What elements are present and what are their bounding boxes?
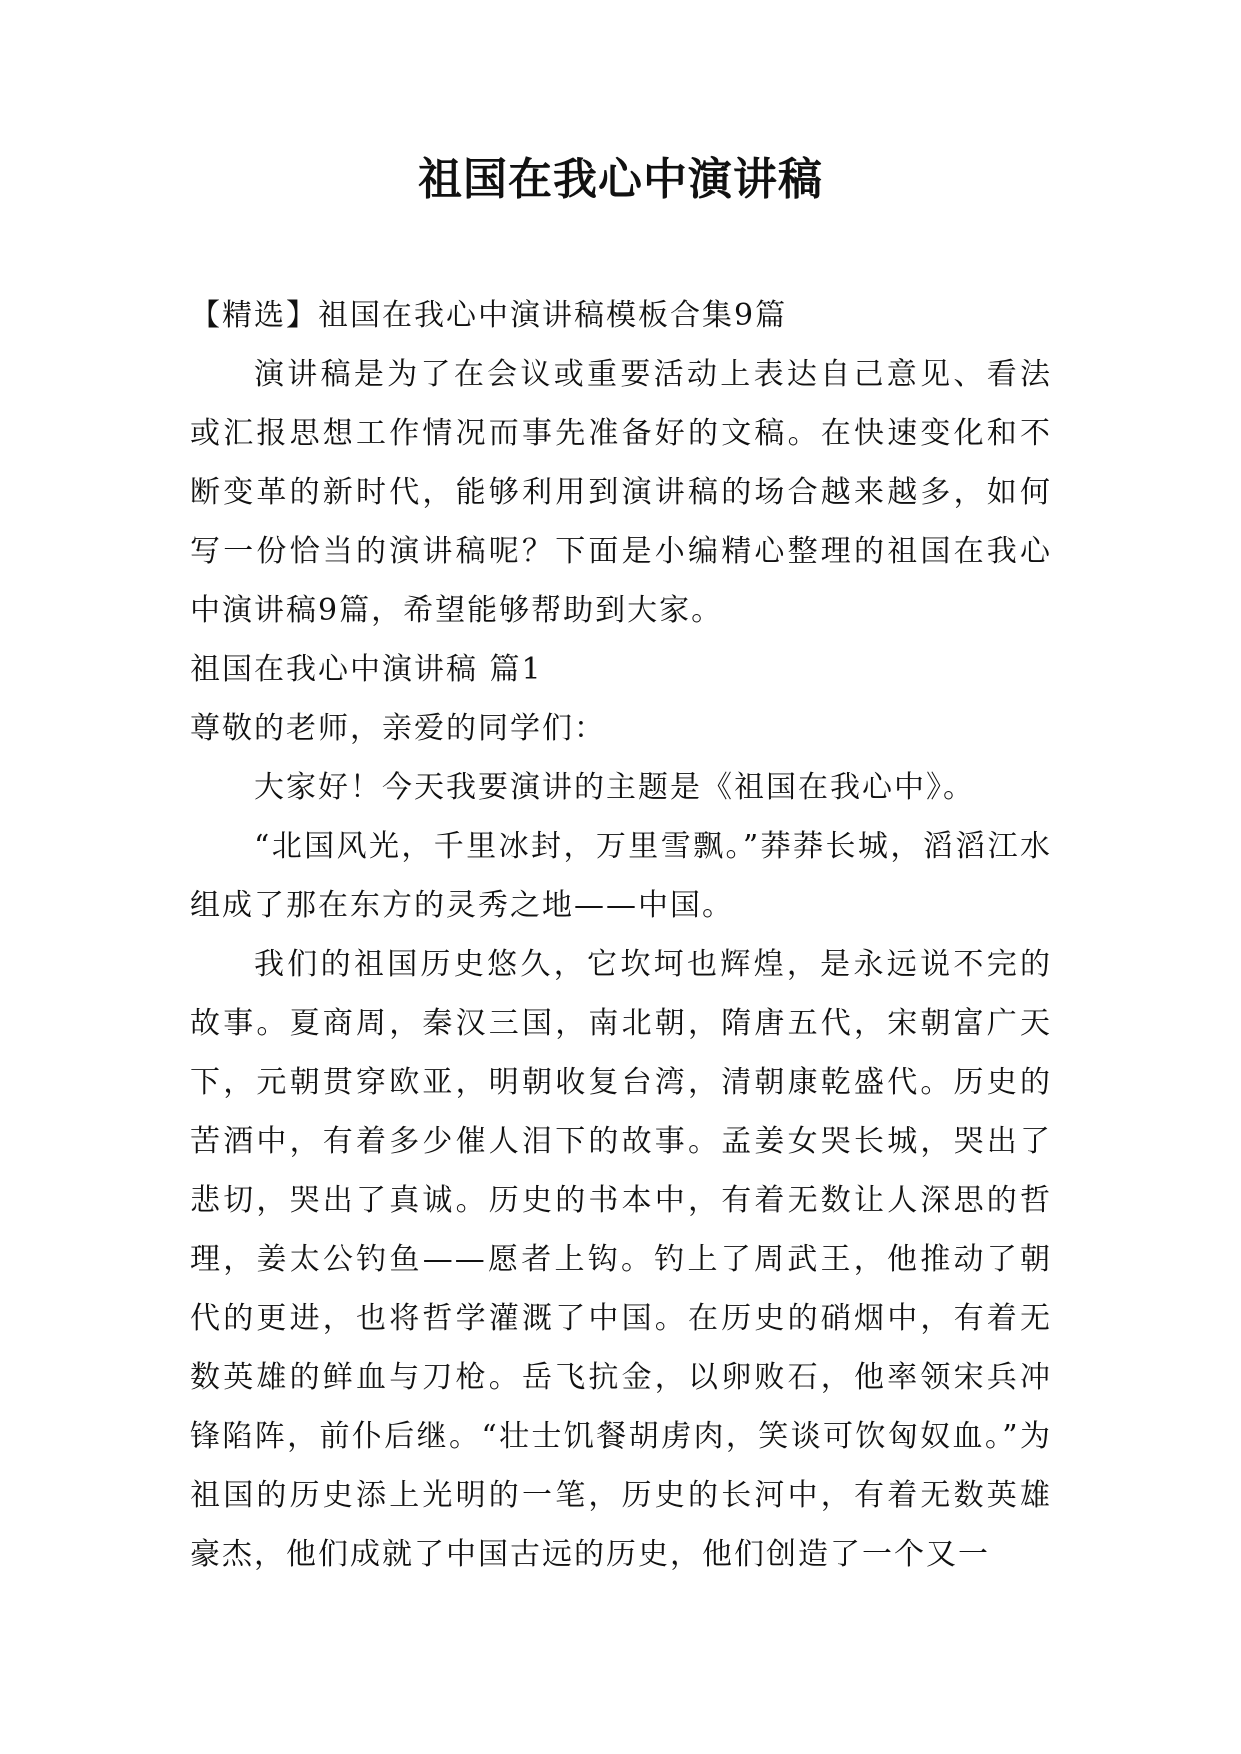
document-body — [190, 286, 1052, 1584]
section-heading: 祖国在我心中演讲稿 篇1 — [190, 652, 543, 687]
greeting-paragraph: 大家好！今天我要演讲的主题是《祖国在我心中》。 — [254, 770, 975, 805]
history-paragraph: 我们的祖国历史悠久，它坎坷也辉煌，是永远说不完的故事。夏商周，秦汉三国，南北朝，隋唐五代，宋朝富广天下，元朝贯穿欧亚，明朝收复台湾，清朝康乾盛代。历史的苦酒中，有着多少催人泪下的故事。孟姜女哭长城，哭出了悲切，哭出了真诚。历史的书本中，有着无数让人深思的哲理，姜太公钓鱼——愿者上钩。钓上了周武王，他推动了朝代的更进，也将哲学灌溉了中国。在历史的硝烟中，有着无数英雄的鲜血与刀枪。岳飞抗金，以卵败石，他率领宋兵冲锋陷阵，前仆后继。“壮士饥餐胡虏肉，笑谈可饮匈奴血。”为祖国的历史添上光明的一笔，历史的长河中，有着无数英雄豪杰，他们成就了中国古远的历史，他们创造了一个又一 — [190, 947, 1052, 1572]
quote-paragraph: “北国风光，千里冰封，万里雪飘。”莽莽长城，滔滔江水组成了那在东方的灵秀之地——中国。 — [190, 829, 1052, 923]
document-title: 祖国在我心中演讲稿 — [418, 154, 823, 205]
salutation: 尊敬的老师，亲爱的同学们： — [190, 711, 606, 746]
intro-paragraph: 演讲稿是为了在会议或重要活动上表达自己意见、看法或汇报思想工作情况而事先准备好的文稿。在快速变化和不断变革的新时代，能够利用到演讲稿的场合越来越多，如何写一份恰当的演讲稿呢？下面是小编精心整理的祖国在我心中演讲稿9篇，希望能够帮助到大家。 — [190, 357, 1052, 628]
subtitle-line: 【精选】祖国在我心中演讲稿模板合集9篇 — [190, 298, 788, 333]
